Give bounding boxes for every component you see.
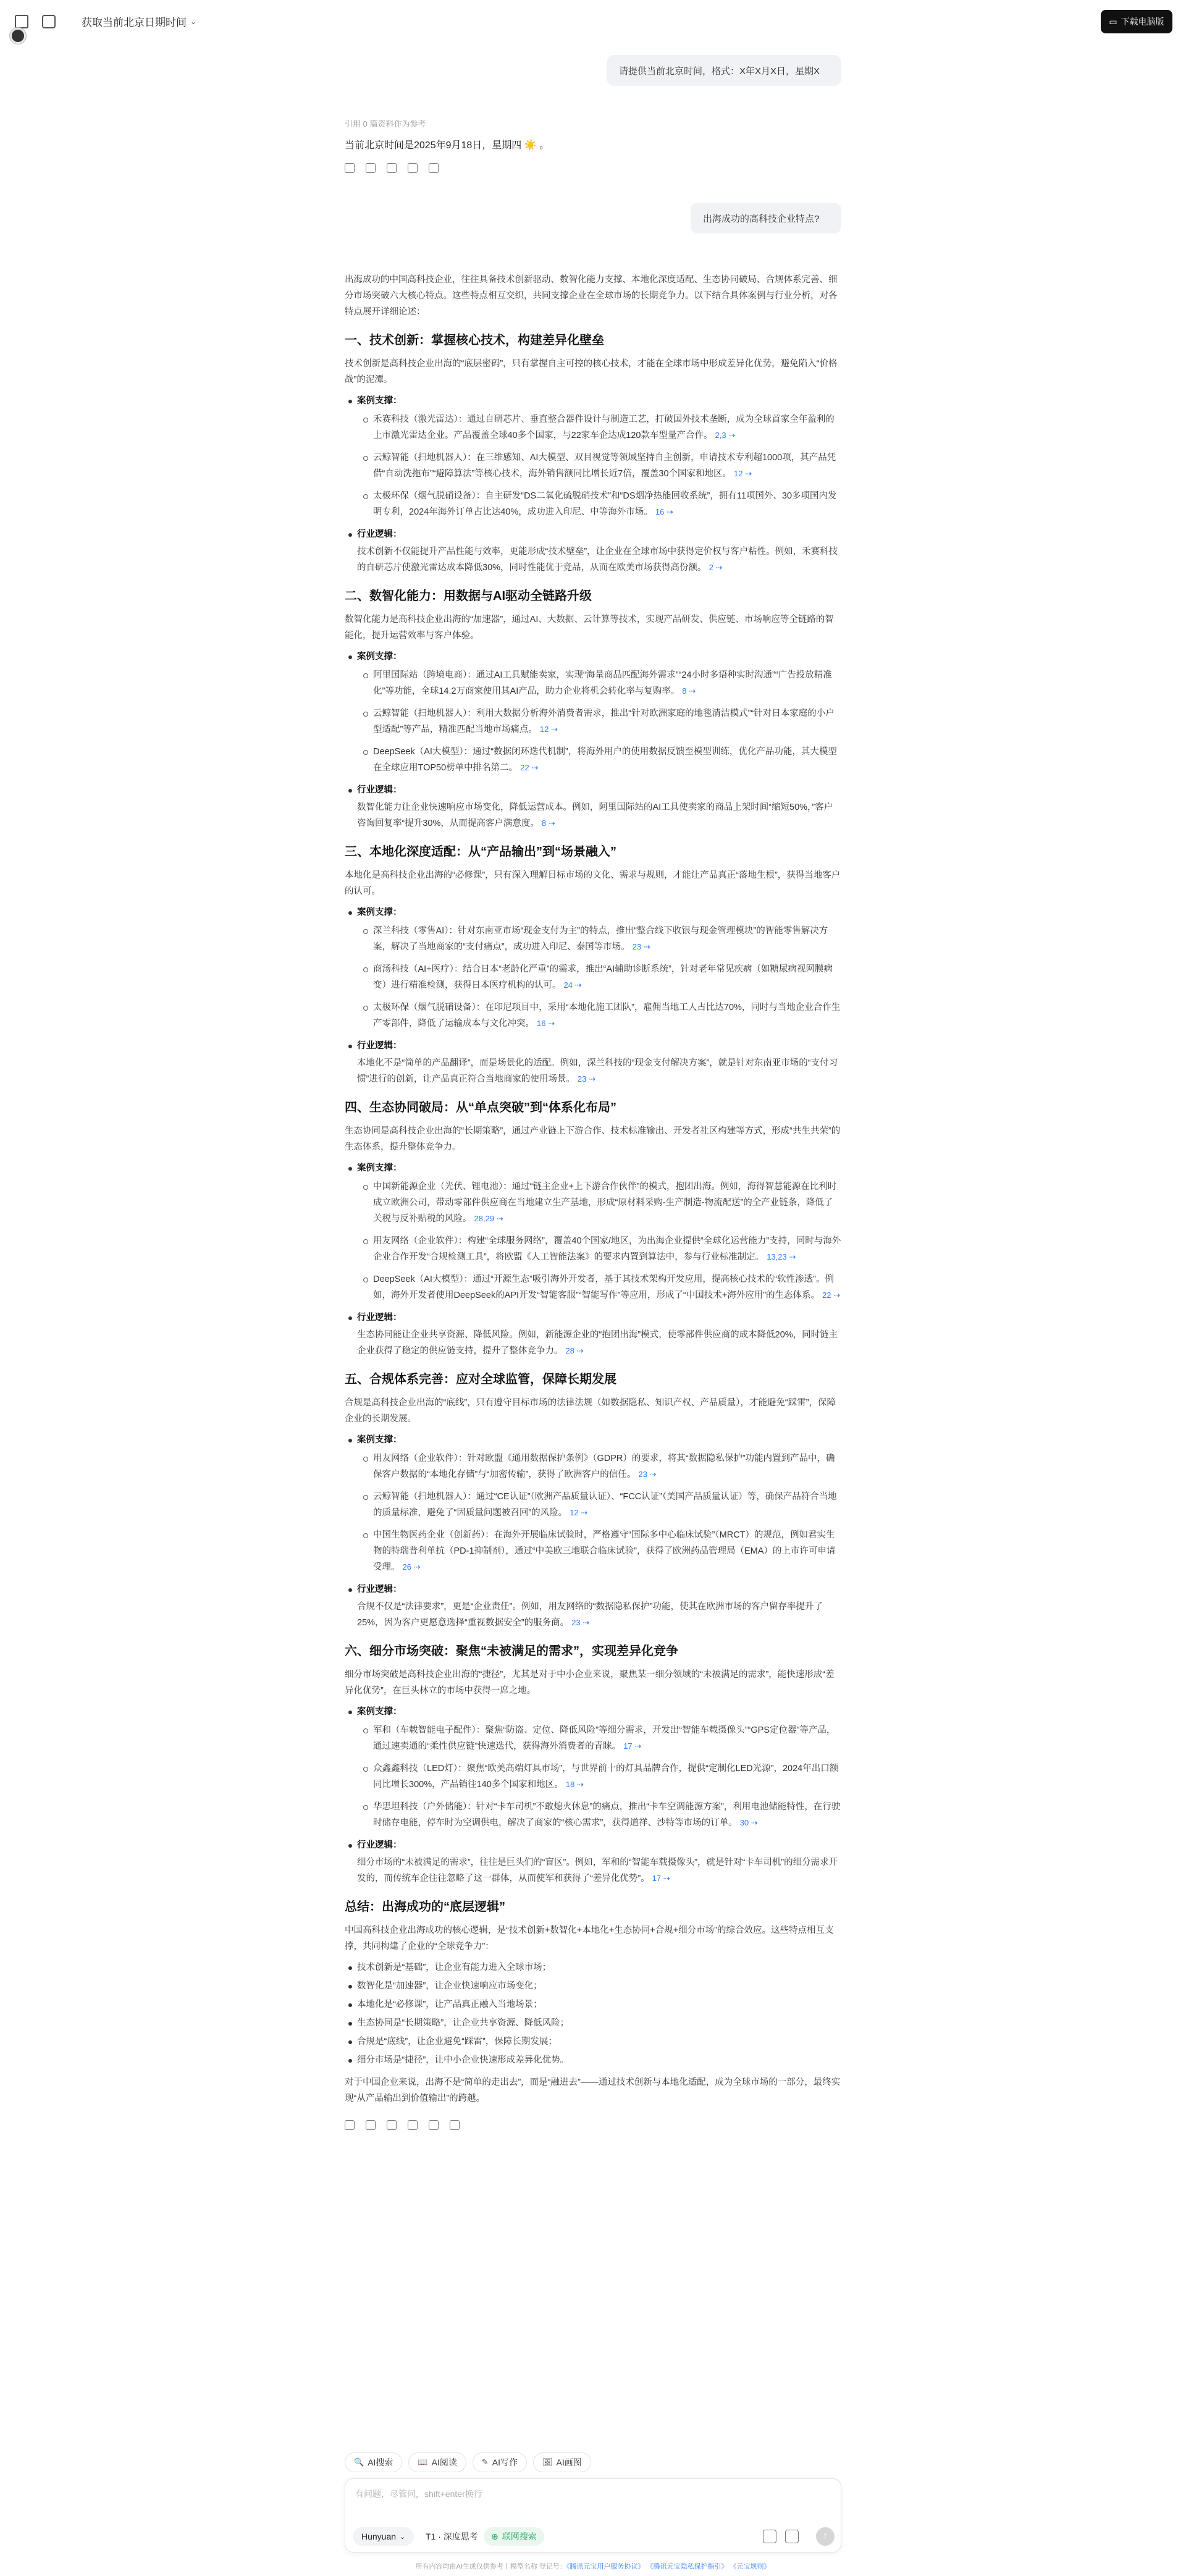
summary-item: 合规是“底线”，让企业避免“踩雷”，保障长期发展； xyxy=(357,2034,841,2050)
logic-block xyxy=(357,1310,841,1359)
citation-link[interactable]: 2,3 ⇢ xyxy=(715,431,735,440)
tool-chip[interactable] xyxy=(533,2452,591,2472)
chat-input-box[interactable] xyxy=(345,2478,841,2553)
chevron-down-icon: ⌄ xyxy=(400,2533,406,2541)
section-title: 二、数智化能力：用数据与AI驱动全链路升级 xyxy=(345,589,592,603)
case-text: 中国生物医药企业（创新药）：在海外开展临床试验时，严格遵守“国际多中心临床试验”（MRCT）的规范，例如君实生物的特瑞普利单抗（PD-1抑制剂），通过“中美欧三地联合临床试验”，获得了欧洲药品管理局（EMA）的上市许可申请受理。 xyxy=(373,1530,836,1572)
forward-icon[interactable] xyxy=(429,163,439,173)
citation-link[interactable]: 17 ⇢ xyxy=(652,1874,670,1883)
citation-link[interactable]: 22 ⇢ xyxy=(822,1290,840,1300)
thumb-down-icon[interactable] xyxy=(408,2120,418,2130)
section-title: 六、细分市场突破：聚焦“未被满足的需求”，实现差异化竞争 xyxy=(345,1644,678,1658)
case-item xyxy=(373,1233,841,1265)
citation-link[interactable]: 8 ⇢ xyxy=(682,686,696,696)
chat-input[interactable]: 有问题，尽管问，shift+enter换行 xyxy=(355,2489,482,2499)
logic-text: 技术创新不仅能提升产品性能与效率，更能形成“技术壁垒”，让企业在全球市场中获得定价权与客户粘性。例如，禾赛科技的自研芯片使激光雷达成本降低30%，同时性能优于竞品，从而在欧美市场获得高份额。 xyxy=(357,547,838,573)
case-block xyxy=(357,1704,841,1831)
sidebar-toggle-icon[interactable] xyxy=(15,15,28,28)
tool-label: AI搜索 xyxy=(368,2457,393,2467)
citation-link[interactable]: 23 ⇢ xyxy=(571,1618,589,1627)
logo-icon xyxy=(10,28,26,44)
case-list xyxy=(357,1722,841,1831)
logic-text: 生态协同能让企业共享资源、降低风险。例如，新能源企业的“抱团出海”模式，使零部件供应商的成本降低20%，同时链主企业获得了稳定的供应链支持，提升了整体竞争力。 xyxy=(357,1330,838,1356)
tool-chips xyxy=(345,2452,591,2472)
case-item xyxy=(373,1271,841,1303)
citation-link[interactable]: 12 ⇢ xyxy=(570,1508,587,1517)
case-text: DeepSeek（AI大模型）：通过“开源生态”吸引海外开发者，基于其技术架构开发应用，提高核心技术的“软性渗透”。例如，海外开发者使用DeepSeek的API开发“智能客服”“智能写作”等应用，形成了“中国技术+海外应用”的生态体系。 xyxy=(373,1274,834,1300)
user-message-2: 出海成功的高科技企业特点? xyxy=(691,203,841,234)
case-text: 众鑫鑫科技（LED灯）：聚焦“欧美高端灯具市场”，与世界前十的灯具品牌合作，提供“定制化LED光源”，2024年出口额同比增长300%，产品销往140多个国家和地区。 xyxy=(373,1764,839,1790)
tool-icon: 🔍 xyxy=(354,2457,364,2467)
case-text: 军和（车载智能电子配件）：聚焦“防盗、定位、降低风险”等细分需求，开发出“智能车载摄像头”“GPS定位器”等产品，通过速卖通的“柔性供应链”快速迭代，获得海外消费者的青睐。 xyxy=(373,1725,836,1751)
logic-label: 行业逻辑： xyxy=(357,1840,402,1850)
case-text: 华思坦科技（户外储能）：针对“卡车司机”不敢熄火休息”的痛点，推出“卡车空调能源方案”，利用电池储能特性，在行驶时储存电能，停车时为空调供电，解决了商家的“核心需求”，获得道祥、沙特等市场的订单。 xyxy=(373,1802,841,1828)
citation-link[interactable]: 28,29 ⇢ xyxy=(474,1214,503,1223)
case-text: 阿里国际站（跨境电商）：通过AI工具赋能卖家，实现“海量商品匹配海外需求”“24小时多语种实时沟通”“广告投放精准化”等功能，全球14.2万商家使用其AI产品，助力企业将机会转化率与复购率。 xyxy=(373,670,832,696)
case-item xyxy=(373,1761,841,1793)
case-block xyxy=(357,393,841,520)
summary-item: 技术创新是“基础”，让企业有能力进入全球市场； xyxy=(357,1959,841,1976)
citation-link[interactable]: 8 ⇢ xyxy=(542,819,555,828)
case-item xyxy=(373,1722,841,1754)
tool-icon: ✎ xyxy=(481,2457,489,2467)
copy-icon[interactable] xyxy=(345,2120,355,2130)
tool-chip[interactable] xyxy=(473,2452,527,2472)
privacy-link[interactable]: 《腾讯元宝隐私保护指引》 xyxy=(646,2563,728,2570)
section xyxy=(345,1098,841,1359)
case-label: 案例支撑： xyxy=(357,1435,402,1445)
logic-block xyxy=(357,526,841,576)
citation-link[interactable]: 30 ⇢ xyxy=(740,1818,758,1827)
logic-text-wrap xyxy=(357,544,841,576)
case-item xyxy=(373,961,841,993)
section xyxy=(345,1642,841,1887)
section xyxy=(345,587,841,831)
logic-label: 行业逻辑： xyxy=(357,785,402,795)
logic-text-wrap xyxy=(357,1854,841,1887)
section-points xyxy=(345,393,841,576)
section-lead: 合规是高科技企业出海的“底线”，只有遵守目标市场的法律法规（如数据隐私、知识产权、产品质量），才能避免“踩雷”，保障企业的长期发展。 xyxy=(345,1398,836,1424)
section-points xyxy=(345,1704,841,1887)
case-list xyxy=(357,1179,841,1303)
download-desktop-button[interactable]: ▭ 下载电脑版 xyxy=(1101,10,1172,33)
answer-actions-1 xyxy=(345,163,439,173)
logic-text-wrap xyxy=(357,1327,841,1359)
case-label: 案例支撑： xyxy=(357,1707,402,1717)
citation-link[interactable]: 2 ⇢ xyxy=(709,563,723,572)
user-message-1: 请提供当前北京时间，格式：X年X月X日，星期X xyxy=(607,55,841,86)
monitor-icon: ▭ xyxy=(1109,16,1117,27)
logic-text-wrap xyxy=(357,1599,841,1631)
share-icon[interactable] xyxy=(366,163,376,173)
logic-block xyxy=(357,1038,841,1087)
summary-lead: 中国高科技企业出海成功的核心逻辑，是“技术创新+数智化+本地化+生态协同+合规+细分市场”的综合效应。这些特点相互支撑，共同构建了企业的“全球竞争力”： xyxy=(345,1926,834,1951)
tool-label: AI画图 xyxy=(556,2457,582,2467)
file-upload-icon[interactable] xyxy=(785,2530,799,2543)
reference-count[interactable]: 引用 0 篇资料作为参考 xyxy=(345,119,426,128)
logic-text: 合规不仅是“法律要求”，更是“企业责任”。例如，用友网络的“数据隐私保护”功能，使其在欧洲市场的客户留存率提升了25%，因为客户更愿意选择“重视数据安全”的服务商。 xyxy=(357,1602,823,1628)
section-points xyxy=(345,649,841,831)
case-list xyxy=(357,923,841,1032)
case-item xyxy=(373,1000,841,1032)
citation-link[interactable]: 28 ⇢ xyxy=(566,1346,584,1355)
forward-icon[interactable] xyxy=(450,2120,460,2130)
case-block xyxy=(357,904,841,1032)
section xyxy=(345,843,841,1087)
section-lead: 技术创新是高科技企业出海的“底层密码”，只有掌握自主可控的核心技术，才能在全球市场中形成差异化优势，避免陷入“价格战”的泥潭。 xyxy=(345,359,838,385)
case-text: 云鲸智能（扫地机器人）：通过“CE认证”（欧洲产品质量认证）、“FCC认证”（美国产品质量认证）等，确保产品符合当地的质量标准，避免了“因质量问题被召回”的风险。 xyxy=(373,1492,837,1518)
globe-icon: ⊕ xyxy=(491,2531,498,2541)
logic-block xyxy=(357,1581,841,1631)
case-label: 案例支撑： xyxy=(357,907,402,917)
case-label: 案例支撑： xyxy=(357,652,402,662)
logic-text: 本地化不是“简单的产品翻译”，而是场景化的适配。例如，深兰科技的“现金支付解决方案”，就是针对东南亚市场的“支付习惯”进行的创新，让产品真正符合当地商家的使用场景。 xyxy=(357,1058,838,1084)
case-list xyxy=(357,1450,841,1575)
case-block xyxy=(357,1160,841,1303)
thumb-up-icon[interactable] xyxy=(387,2120,397,2130)
case-item xyxy=(373,1489,841,1521)
assistant-answer-2 xyxy=(345,272,841,2111)
case-item xyxy=(373,923,841,955)
citation-link[interactable]: 16 ⇢ xyxy=(655,507,673,516)
deep-think-toggle[interactable]: T1 · 深度思考 xyxy=(426,2532,478,2541)
case-text: 云鲸智能（扫地机器人）：在三维感知、AI大模型、双目视觉等领域坚持自主创新，申请技术专利超1000项，其产品凭借“自动洗拖布”“避障算法”等核心技术，海外销售额同比增长近7倍，覆盖30个国家和地区。 xyxy=(373,453,836,479)
logic-text-wrap xyxy=(357,799,841,831)
tool-chip[interactable] xyxy=(408,2452,466,2472)
tool-icon: 🖼 xyxy=(542,2457,553,2467)
section-points xyxy=(345,904,841,1087)
tool-label: AI阅读 xyxy=(431,2457,457,2467)
section-title: 四、生态协同破局：从“单点突破”到“体系化布局” xyxy=(345,1101,616,1114)
case-text: 中国新能源企业（光伏、锂电池）：通过“链主企业+上下游合作伙伴”的模式，抱团出海。例如，海得智慧能源在比利时成立欧洲公司，带动零部件供应商在当地建立生产基地，形成“原材料采购-生产制造-物流配送”的全产业链条，降低了关税与反补贴税的风险。 xyxy=(373,1182,837,1224)
case-item xyxy=(373,450,841,482)
arrow-up-icon: ↑ xyxy=(823,2531,828,2541)
case-item xyxy=(373,1799,841,1831)
share-icon[interactable] xyxy=(366,2120,376,2130)
citation-link[interactable]: 12 ⇢ xyxy=(734,469,752,478)
section-title: 三、本地化深度适配：从“产品输出”到“场景融入” xyxy=(345,845,616,859)
summary-closing: 对于中国企业来说，出海不是“简单的走出去”，而是“融进去”——通过技术创新与本地化适配，成为全球市场的一部分，最终实现“从产品输出到价值输出”的跨越。 xyxy=(345,2077,841,2103)
summary-item: 本地化是“必修课”，让产品真正融入当地场景； xyxy=(357,1997,841,2013)
case-item xyxy=(373,411,841,444)
conversation-title[interactable]: 获取当前北京日期时间 ⌄ xyxy=(82,17,197,28)
copy-icon[interactable] xyxy=(345,163,355,173)
regenerate-icon[interactable] xyxy=(429,2120,439,2130)
case-item xyxy=(373,705,841,738)
case-text: DeepSeek（AI大模型）：通过“数据闭环迭代机制”，将海外用户的使用数据反馈至模型训练，优化产品功能，其大模型在全球应用TOP50榜单中排名第二。 xyxy=(373,747,837,773)
logic-label: 行业逻辑： xyxy=(357,1041,402,1051)
case-text: 用友网络（企业软件）：针对欧盟《通用数据保护条例》（GDPR）的要求，将其“数据隐私保护”功能内置到产品中，确保客户数据的“本地化存储”与“加密传输”，获得了欧洲客户的信任。 xyxy=(373,1454,835,1480)
section xyxy=(345,331,841,576)
section-points xyxy=(345,1432,841,1631)
summary-item: 细分市场是“捷径”，让中小企业快速形成差异化优势。 xyxy=(357,2052,841,2068)
citation-link[interactable]: 23 ⇢ xyxy=(578,1074,595,1084)
citation-link[interactable]: 16 ⇢ xyxy=(537,1019,555,1028)
intro-paragraph: 出海成功的中国高科技企业，往往具备技术创新驱动、数智化能力支撑、本地化深度适配、生态协同破局、合规体系完善、细分市场突破六大核心特点。这些特点相互交织，共同支撑企业在全球市场的长期竞争力。以下结合具体案例与行业分析，对各特点展开详细论述： xyxy=(345,275,838,317)
tool-chip[interactable] xyxy=(345,2452,402,2472)
web-search-toggle[interactable]: ⊕ 联网搜索 xyxy=(484,2527,544,2546)
thumb-down-icon[interactable] xyxy=(408,163,418,173)
case-item xyxy=(373,1450,841,1483)
logic-block xyxy=(357,782,841,831)
case-text: 云鲸智能（扫地机器人）：利用大数据分析海外消费者需求，推出“针对欧洲家庭的地毯清洁模式”“针对日本家庭的小户型适配”等产品，精准匹配当地市场痛点。 xyxy=(373,709,835,734)
citation-link[interactable]: 22 ⇢ xyxy=(520,763,538,772)
citation-link[interactable]: 24 ⇢ xyxy=(564,980,582,990)
logic-text: 细分市场的“未被满足的需求”，往往是巨头们的“盲区”。例如，军和的“智能车载摄像头”，就是针对“卡车司机”的细分需求开发的，而传统车企往往忽略了这一群体，从而使军和获得了“差异化优势”。 xyxy=(357,1858,838,1884)
section xyxy=(345,1370,841,1631)
summary-item: 生态协同是“长期策略”，让企业共享资源、降低风险； xyxy=(357,2015,841,2031)
case-item xyxy=(373,744,841,776)
logic-block xyxy=(357,1837,841,1887)
logic-label: 行业逻辑： xyxy=(357,1585,402,1594)
logic-text: 数智化能力让企业快速响应市场变化，降低运营成本。例如，阿里国际站的AI工具使卖家的商品上架时间“缩短50%，”客户咨询回复率“提升30%，从而提高客户满意度。 xyxy=(357,802,833,828)
model-selector[interactable]: Hunyuan ⌄ xyxy=(353,2527,414,2546)
section-lead: 细分市场突破是高科技企业出海的“捷径”，尤其是对于中小企业来说，聚焦某一细分领域的“未被满足的需求”，能快速形成“差异化优势”，在巨头林立的市场中获得一席之地。 xyxy=(345,1670,835,1696)
case-list xyxy=(357,411,841,520)
top-bar xyxy=(0,0,1186,43)
logic-label: 行业逻辑： xyxy=(357,529,402,539)
chevron-down-icon: ⌄ xyxy=(190,17,197,26)
citation-link[interactable]: 18 ⇢ xyxy=(566,1780,584,1789)
case-block xyxy=(357,649,841,776)
thumb-up-icon[interactable] xyxy=(387,163,397,173)
case-item xyxy=(373,667,841,699)
citation-link[interactable]: 13,23 ⇢ xyxy=(767,1252,796,1261)
new-chat-icon[interactable] xyxy=(42,15,56,28)
case-item xyxy=(373,1179,841,1227)
section-lead: 数智化能力是高科技企业出海的“加速器”，通过AI、大数据、云计算等技术，实现产品研发、供应链、市场响应等全链路的智能化，提升运营效率与客户体验。 xyxy=(345,615,834,641)
section-title: 五、合规体系完善：应对全球监管，保障长期发展 xyxy=(345,1373,616,1386)
section-lead: 生态协同是高科技企业出海的“长期策略”，通过产业链上下游合作、技术标准输出、开发者社区构建等方式，形成“共生共荣”的生态体系，提升整体竞争力。 xyxy=(345,1126,841,1152)
citation-link[interactable]: 26 ⇢ xyxy=(403,1562,421,1572)
case-label: 案例支撑： xyxy=(357,1163,402,1173)
case-text: 太极环保（烟气脱硝设备）：在印尼项目中，采用“本地化施工团队”，雇佣当地工人占比达70%，同时与当地企业合作生产零部件，降低了运输成本与文化冲突。 xyxy=(373,1003,841,1029)
case-item xyxy=(373,1527,841,1575)
case-text: 用友网络（企业软件）：构建“全球服务网络”，覆盖40个国家/地区，为出海企业提供“全球化运营能力”支持，同时与海外企业合作开发“合规检测工具”，将欧盟《人工智能法案》的要求内置到算法中，参与行业标准制定。 xyxy=(373,1236,841,1262)
case-text: 商汤科技（AI+医疗）：结合日本“老龄化严重”的需求，推出“AI辅助诊断系统”，针对老年常见疾病（如糖尿病视网膜病变）进行精准检测，获得日本医疗机构的认可。 xyxy=(373,964,833,990)
case-text: 深兰科技（零售AI）：针对东南亚市场“现金支付为主”的特点，推出“整合线下收银与现金管理模块”的智能零售解决方案，解决了当地商家的“支付痛点”，成功进入印尼、泰国等市场。 xyxy=(373,926,828,952)
section-points xyxy=(345,1160,841,1359)
citation-link[interactable]: 23 ⇢ xyxy=(638,1470,656,1479)
summary-item: 数智化是“加速器”，让企业快速响应市场变化； xyxy=(357,1978,841,1994)
assistant-answer-1: 当前北京时间是2025年9月18日，星期四 ☀️ 。 xyxy=(345,140,550,151)
case-item xyxy=(373,488,841,520)
tool-label: AI写作 xyxy=(492,2457,518,2467)
case-text: 太极环保（烟气脱硝设备）：自主研发“DS二氧化硫脱硝技术”和“DS烟净热能回收系统”，拥有11项国外、30多项国内发明专利，2024年海外订单占比达40%，成功进入印尼、中等海外市场。 xyxy=(373,491,837,517)
answer-actions-2 xyxy=(345,2120,460,2130)
footer: 所有内容均由AI生成仅供参考丨模型名称 登记号：《腾讯元宝用户服务协议》 《腾讯元宝隐私保护指引》 《元宝规则》 xyxy=(415,2563,771,2570)
image-upload-icon[interactable] xyxy=(763,2530,776,2543)
summary-title: 总结：出海成功的“底层逻辑” xyxy=(345,1900,505,1914)
summary-list xyxy=(345,1959,841,2068)
case-label: 案例支撑： xyxy=(357,396,402,406)
section-lead: 本地化是高科技企业出海的“必修课”，只有深入理解目标市场的文化、需求与规则，才能让产品真正“落地生根”，获得当地客户的认可。 xyxy=(345,870,841,896)
terms-link[interactable]: 《腾讯元宝用户服务协议》 xyxy=(566,2563,645,2570)
citation-link[interactable]: 17 ⇢ xyxy=(623,1741,641,1751)
rules-link[interactable]: 《元宝规则》 xyxy=(730,2563,771,2570)
logic-text-wrap xyxy=(357,1055,841,1087)
case-block xyxy=(357,1432,841,1575)
logic-label: 行业逻辑： xyxy=(357,1313,402,1323)
section-title: 一、技术创新：掌握核心技术，构建差异化壁垒 xyxy=(345,334,604,347)
case-text: 禾赛科技（激光雷达）：通过自研芯片、垂直整合器件设计与制造工艺，打破国外技术垄断，成为全球首家全年盈利的上市激光雷达企业。产品覆盖全球40多个国家，与22家车企达成120款车型量产合作。 xyxy=(373,415,835,440)
summary-section xyxy=(345,1898,841,2107)
citation-link[interactable]: 23 ⇢ xyxy=(633,942,650,951)
case-list xyxy=(357,667,841,776)
tool-icon: 📖 xyxy=(418,2457,428,2467)
citation-link[interactable]: 12 ⇢ xyxy=(540,725,558,734)
send-button[interactable] xyxy=(816,2527,835,2546)
